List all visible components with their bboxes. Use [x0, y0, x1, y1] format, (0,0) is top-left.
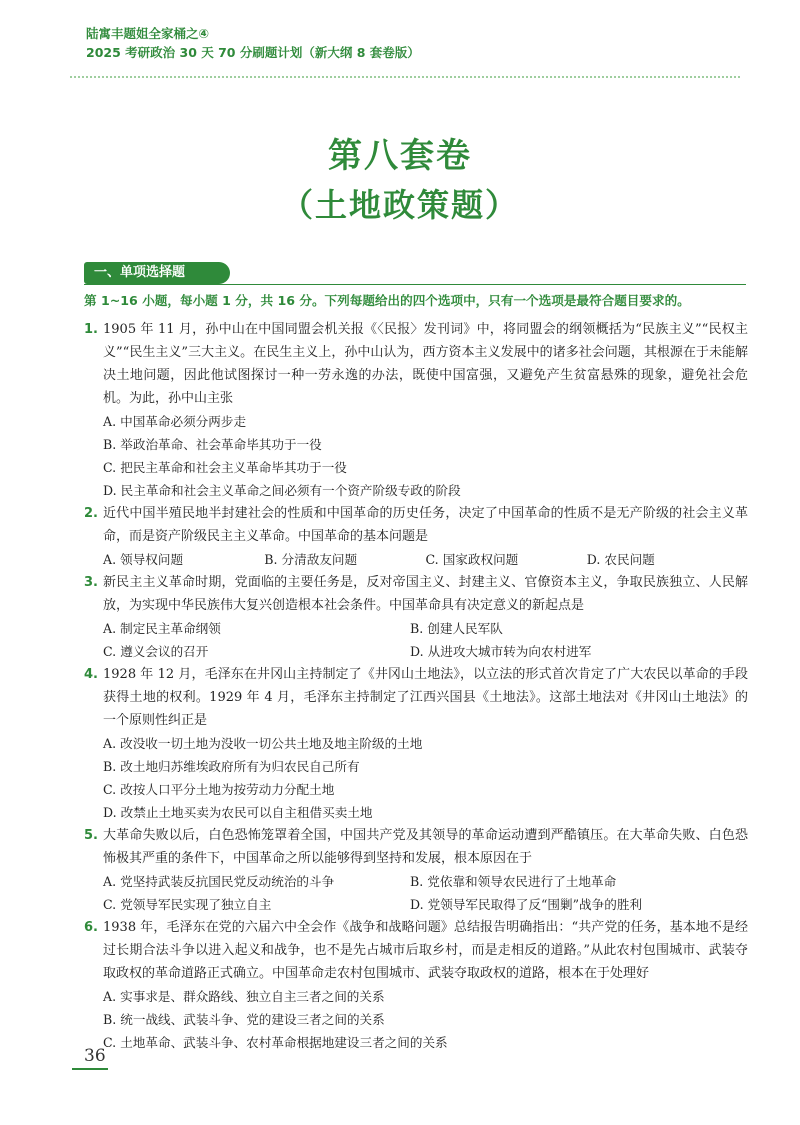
option-a: A. 党坚持武装反抗国民党反动统治的斗争	[103, 874, 335, 889]
section-divider	[84, 284, 746, 285]
question-list	[84, 318, 748, 1054]
option-c: C. 土地革命、武装斗争、农村革命根据地建设三者之间的关系	[103, 1035, 448, 1050]
option-list	[103, 732, 748, 824]
question-number: 3.	[84, 575, 98, 590]
page-header	[86, 24, 420, 62]
question-1	[84, 318, 748, 502]
option-list	[103, 410, 748, 502]
question-stem: 大革命失败以后，白色恐怖笼罩着全国，中国共产党及其领导的革命运动遭到严酷镇压。在大革命失败、白色恐怖极其严重的条件下，中国革命之所以能够得到坚持和发展，根本原因在于	[103, 828, 748, 866]
question-number: 4.	[84, 667, 98, 682]
option-a: A. 中国革命必须分两步走	[103, 414, 247, 429]
section-instruction: 第 1~16 小题，每小题 1 分，共 16 分。下列每题给出的四个选项中，只有一个选项是最符合题目要求的。	[84, 293, 690, 308]
option-b: B. 创建人民军队	[410, 621, 503, 636]
question-number: 6.	[84, 920, 98, 935]
question-stem: 1905 年 11 月，孙中山在中国同盟会机关报《〈民报〉发刊词》中，将同盟会的纲领概括为“民族主义”“民权主义”“民生主义”三大主义。在民生主义上，孙中山认为，西方资本主义发展中的诸多社会问题，其根源在于未能解决土地问题，因此他试图探讨一种一劳永逸的办法，既使中国富强，又避免产生贫富悬殊的现象，避免社会危机。为此，孙中山主张	[103, 322, 748, 406]
question-4	[84, 663, 748, 824]
book-title: 2025 考研政治 30 天 70 分刷题计划（新大纲 8 套卷版）	[86, 45, 420, 60]
question-stem: 1938 年，毛泽东在党的六届六中全会作《战争和战略问题》总结报告明确指出：“共产党的任务，基本地不是经过长期合法斗争以进入起义和战争，也不是先占城市后取乡村，而是走相反的道路。”从此农村包围城市、武装夺取政权的革命道路正式确立。中国革命走农村包围城市、武装夺取政权的道路，根本在于处理好	[103, 920, 748, 981]
option-list	[103, 985, 748, 1054]
page-number-underline	[72, 1068, 108, 1070]
option-d: D. 改禁止土地买卖为农民可以自主租借买卖土地	[103, 805, 373, 820]
option-b: B. 分清敌友问题	[264, 552, 358, 567]
option-c: C. 改按人口平分土地为按劳动力分配土地	[103, 782, 335, 797]
option-a: A. 领导权问题	[103, 552, 184, 567]
option-c: C. 遵义会议的召开	[103, 644, 209, 659]
question-number: 1.	[84, 322, 98, 337]
section-heading: 一、单项选择题	[84, 262, 230, 284]
option-b: B. 改土地归苏维埃政府所有为归农民自己所有	[103, 759, 360, 774]
option-a: A. 制定民主革命纲领	[103, 621, 221, 636]
option-list	[103, 617, 748, 663]
question-5	[84, 824, 748, 916]
option-list	[103, 548, 748, 571]
option-c: C. 把民主革命和社会主义革命毕其功于一役	[103, 460, 347, 475]
option-a: A. 实事求是、群众路线、独立自主三者之间的关系	[103, 989, 385, 1004]
option-a: A. 改没收一切土地为没收一切公共土地及地主阶级的土地	[103, 736, 423, 751]
question-stem: 1928 年 12 月，毛泽东在井冈山主持制定了《井冈山土地法》，以立法的形式首次肯定了广大农民以革命的手段获得土地的权利。1929 年 4 月，毛泽东主持制定了江西兴国县《土地法》。这部土地法对《井冈山土地法》的一个原则性纠正是	[103, 667, 748, 728]
series-title: 陆寓丰题姐全家桶之④	[86, 26, 210, 41]
header-divider	[70, 76, 740, 78]
option-d: D. 农民问题	[586, 552, 655, 567]
question-6	[84, 916, 748, 1054]
option-b: B. 统一战线、武装斗争、党的建设三者之间的关系	[103, 1012, 385, 1027]
question-stem: 近代中国半殖民地半封建社会的性质和中国革命的历史任务，决定了中国革命的性质不是无产阶级的社会主义革命，而是资产阶级民主主义革命。中国革命的基本问题是	[103, 506, 748, 544]
question-3	[84, 571, 748, 663]
option-c: C. 党领导军民实现了独立自主	[103, 897, 272, 912]
option-d: D. 从进攻大城市转为向农村进军	[410, 644, 592, 659]
question-number: 5.	[84, 828, 98, 843]
question-stem: 新民主主义革命时期，党面临的主要任务是，反对帝国主义、封建主义、官僚资本主义，争取民族独立、人民解放，为实现中华民族伟大复兴创造根本社会条件。中国革命具有决定意义的新起点是	[103, 575, 748, 613]
option-b: B. 党依靠和领导农民进行了土地革命	[410, 874, 617, 889]
option-list	[103, 870, 748, 916]
option-d: D. 党领导军民取得了反“围剿”战争的胜利	[410, 897, 643, 912]
page-number: 36	[84, 1046, 106, 1066]
paper-title: 第八套卷	[328, 136, 472, 176]
question-2	[84, 502, 748, 571]
option-c: C. 国家政权问题	[425, 552, 519, 567]
option-d: D. 民主革命和社会主义革命之间必须有一个资产阶级专政的阶段	[103, 483, 461, 498]
option-b: B. 举政治革命、社会革命毕其功于一役	[103, 437, 322, 452]
question-number: 2.	[84, 506, 98, 521]
paper-subtitle: （土地政策题）	[280, 186, 519, 224]
